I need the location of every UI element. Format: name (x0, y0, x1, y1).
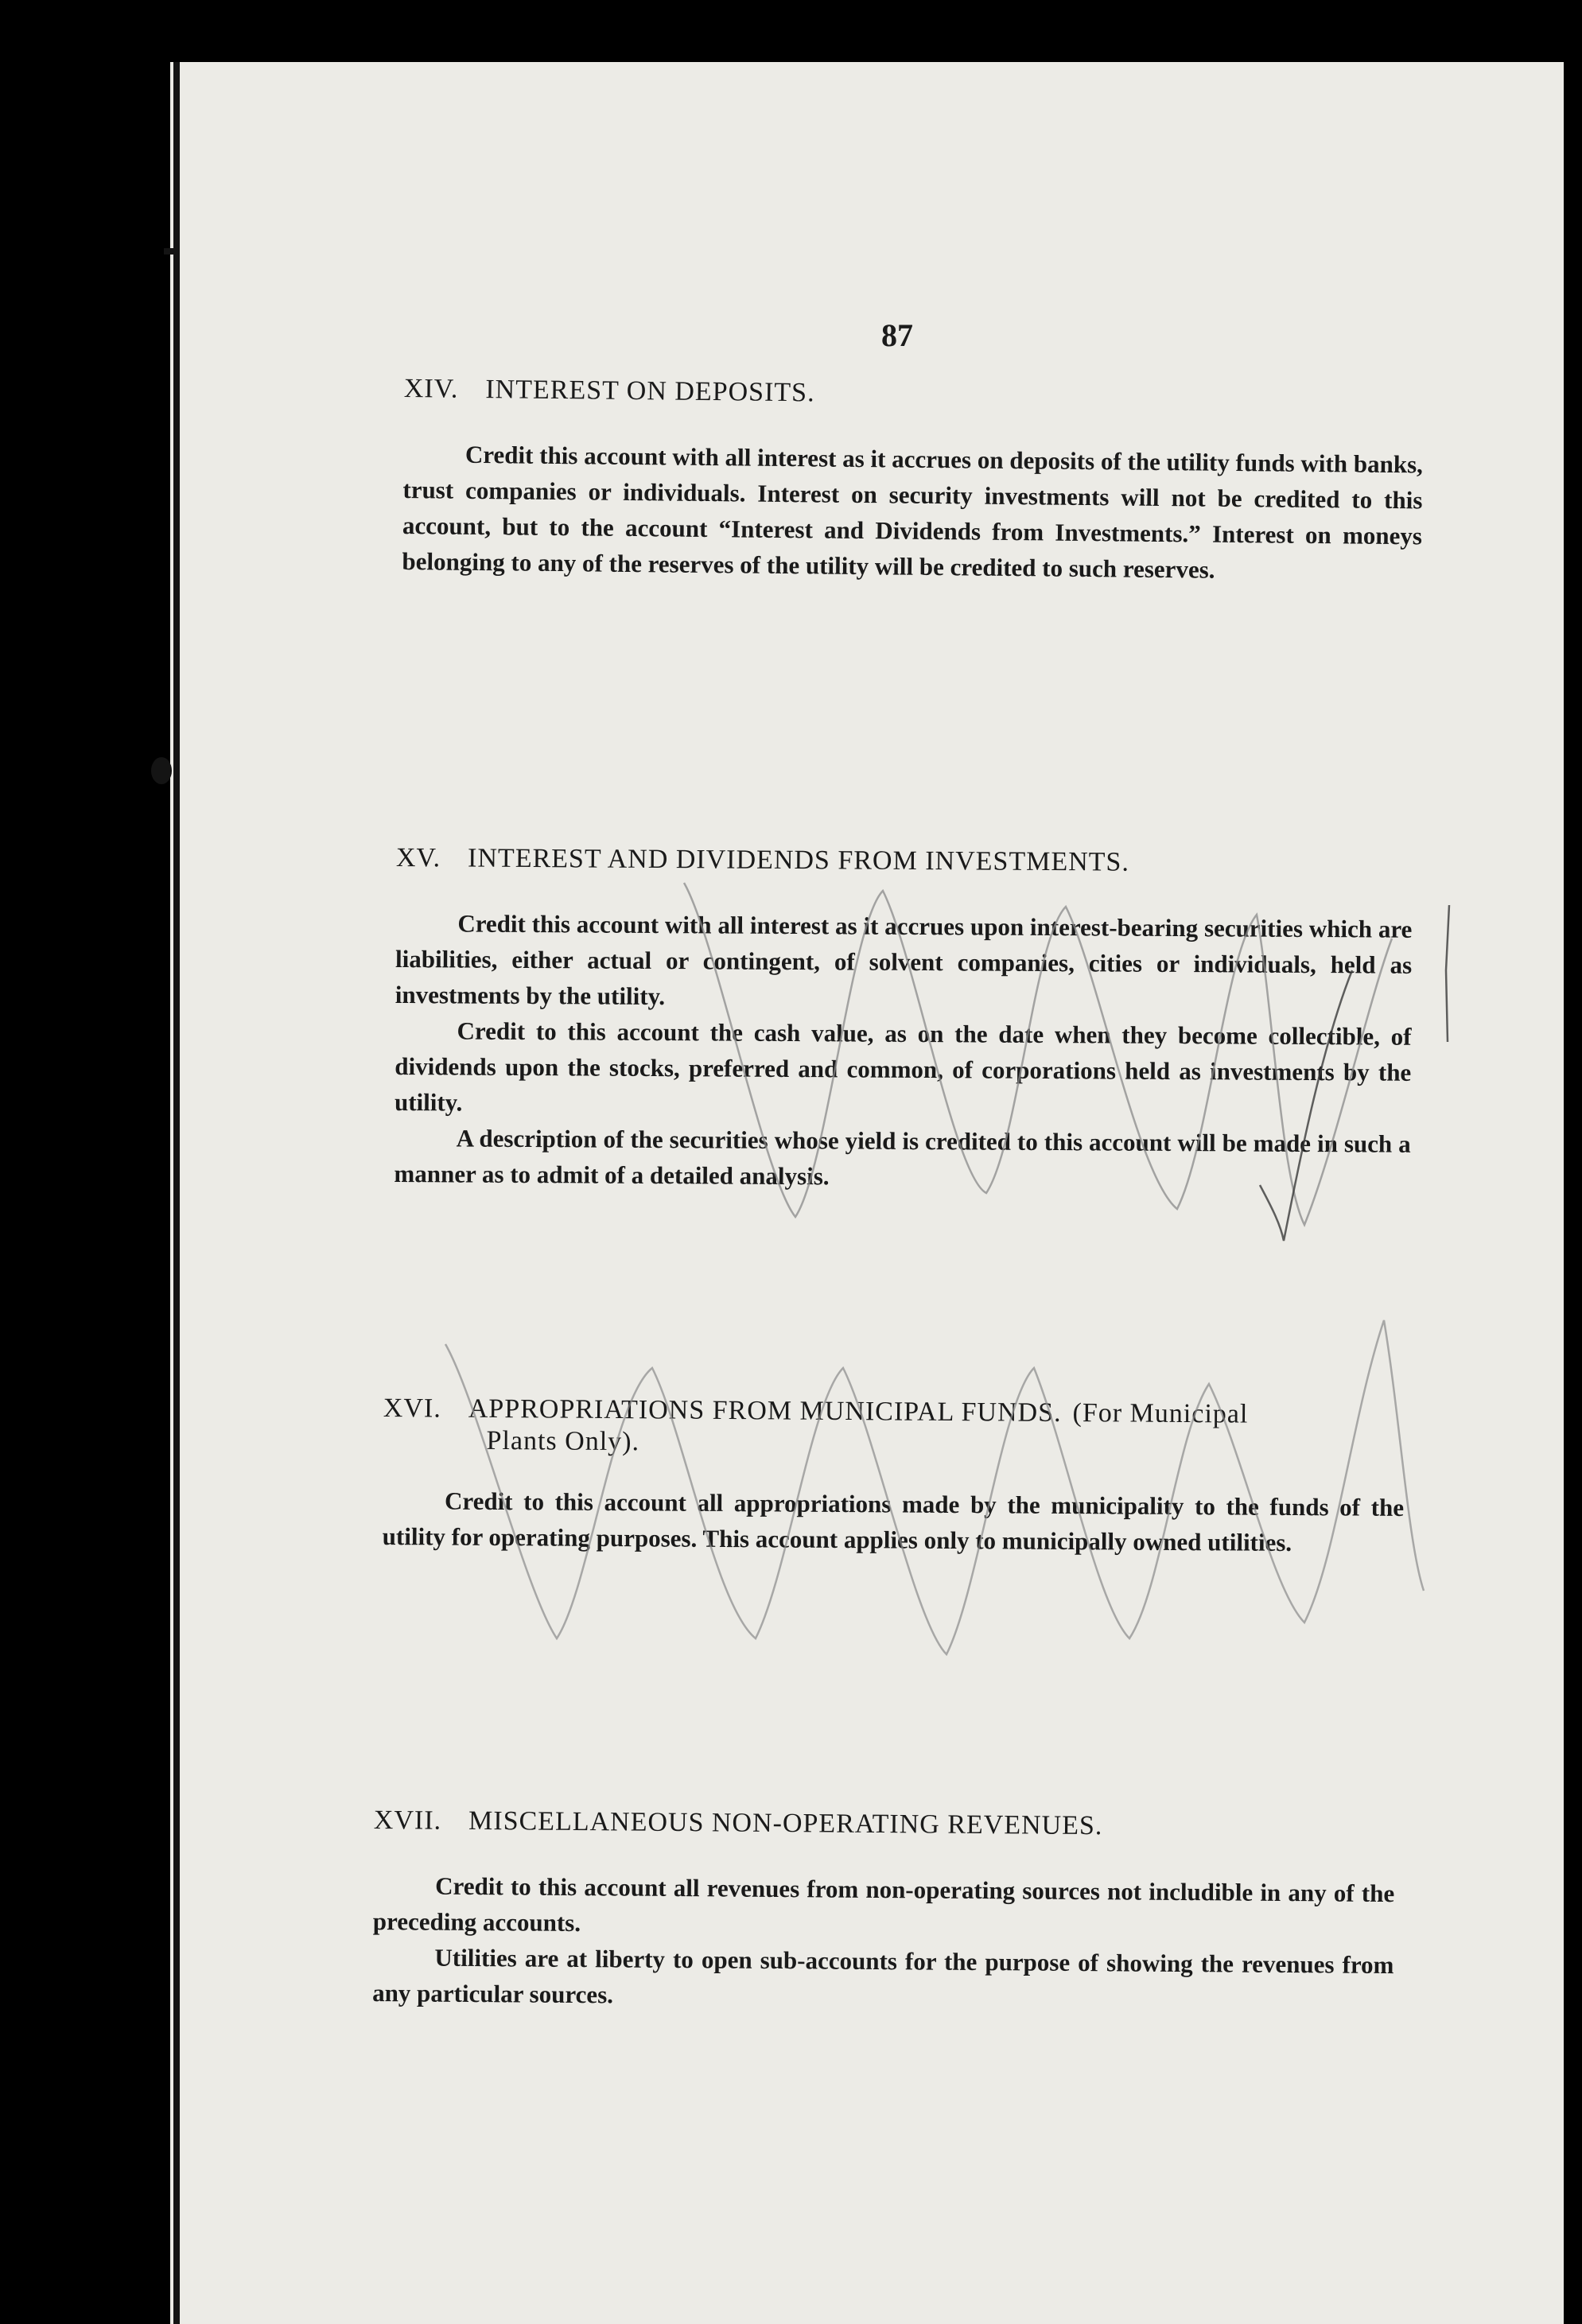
section-number: XVI. (383, 1393, 441, 1424)
section-paragraph: Credit to this account the cash value, as on the date when they become collectible, of dividends upon the stocks, preferred and common, of corporations held as investments by the utility. (394, 1016, 1412, 1117)
section-note-continued: Plants Only). (486, 1425, 640, 1457)
binding-mark (164, 248, 177, 255)
section-interest-and-dividends (394, 843, 1413, 1198)
section-title: APPROPRIATIONS FROM MUNICIPAL FUNDS. (468, 1393, 1062, 1428)
section-number: XVII. (373, 1805, 442, 1836)
section-paragraph: Credit this account with all interest as it accrues upon interest-bearing securities which are liabilities, either actual or contingent, of solvent companies, cities or individuals, held as investments by the utility. (395, 909, 1413, 1011)
section-appropriations-municipal-funds (383, 1393, 1405, 1561)
section-title: MISCELLANEOUS NON-OPERATING REVENUES. (468, 1805, 1103, 1841)
section-paragraph: A description of the securities whose yield is credited to this account will be made in such a manner as to admit of a detailed analysis. (394, 1124, 1411, 1191)
section-number: XIV. (403, 374, 459, 404)
binding-knot (151, 757, 172, 784)
section-miscellaneous-revenues (372, 1805, 1395, 2019)
section-heading (396, 843, 1413, 880)
section-interest-on-deposits (402, 374, 1424, 589)
section-title: INTEREST ON DEPOSITS. (485, 375, 815, 408)
section-paragraph: Utilities are at liberty to open sub-accounts for the purpose of showing the revenues from any particular sources. (372, 1943, 1394, 2009)
section-note: (For Municipal (1072, 1398, 1249, 1429)
section-title: INTEREST AND DIVIDENDS FROM INVESTMENTS. (468, 843, 1129, 877)
section-paragraph: Credit to this account all revenues from non-operating sources not includible in any of the preceding accounts. (372, 1871, 1395, 1937)
binding-edge (173, 62, 180, 2324)
section-heading (383, 1393, 1405, 1463)
page-number: 87 (881, 317, 913, 353)
section-paragraph: Credit this account with all interest as it accrues on deposits of the utility funds with banks, trust companies or individuals. Interest on security investments will not be credited to this account, but to the account “Interest and Dividends from Investments.” Interest on moneys belonging to any of the reserves of the utility will be credited to such reserves. (402, 440, 1424, 584)
section-number: XV. (395, 843, 441, 873)
section-paragraph: Credit to this account all appropriations made by the municipality to the funds of the utility for operating purposes. This account applies only to municipally owned utilities. (382, 1487, 1405, 1556)
